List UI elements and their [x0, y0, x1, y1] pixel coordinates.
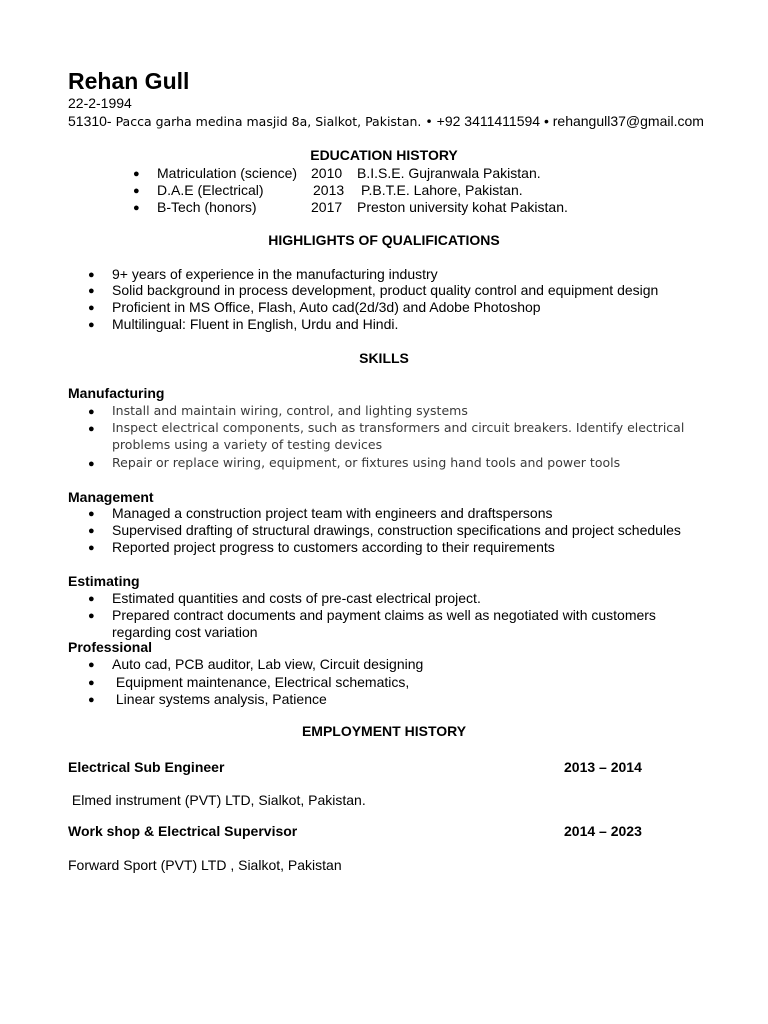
- job-company: Forward Sport (PVT) LTD , Sialkot, Pakistan: [68, 857, 342, 873]
- list-item-text: Repair or replace wiring, equipment, or fixtures using hand tools and power tools: [112, 455, 621, 470]
- list-item-text: Solid background in process development, product quality control and equipment design: [112, 282, 659, 298]
- education-row: [133, 165, 541, 181]
- list-item-text: Supervised drafting of structural drawings, construction specifications and project schedules: [112, 522, 681, 538]
- bullet-icon: ●: [88, 269, 95, 281]
- estimating-subheading: Estimating: [68, 573, 140, 589]
- list-item: [88, 656, 424, 672]
- list-item: [88, 420, 685, 436]
- education-degree: Matriculation (science): [157, 165, 298, 181]
- list-item: [88, 607, 656, 623]
- bullet-icon: ●: [88, 525, 95, 537]
- list-item: [88, 674, 410, 690]
- bullet-icon: ●: [88, 610, 95, 622]
- list-item: [88, 403, 468, 419]
- list-item: [88, 505, 553, 521]
- bullet-icon: ●: [88, 677, 95, 689]
- education-year: 2017: [311, 199, 343, 215]
- list-item-text: Inspect electrical components, such as transformers and circuit breakers. Identify electrical: [112, 420, 685, 435]
- bullet-icon: ●: [133, 168, 140, 180]
- bullet-icon: ●: [88, 659, 95, 671]
- list-item: [88, 455, 621, 471]
- address: Pacca garha medina masjid 8a, Sialkot, Pakistan. •: [111, 114, 433, 129]
- date-of-birth: 22-2-1994: [68, 95, 132, 111]
- list-item: [88, 522, 681, 538]
- list-item-text: problems using a variety of testing devices: [112, 437, 383, 452]
- education-board: Preston university kohat Pakistan.: [357, 199, 568, 215]
- job-years: 2013 – 2014: [564, 759, 642, 775]
- bullet-icon: ●: [88, 406, 95, 418]
- education-heading: EDUCATION HISTORY: [310, 147, 458, 163]
- highlights-heading: HIGHLIGHTS OF QUALIFICATIONS: [268, 232, 500, 248]
- education-row: [133, 182, 523, 198]
- list-item-text: Auto cad, PCB auditor, Lab view, Circuit designing: [112, 656, 424, 672]
- bullet-icon: ●: [88, 458, 95, 470]
- education-degree: B-Tech (honors): [157, 199, 257, 215]
- list-item: [88, 266, 438, 282]
- job-title: Electrical Sub Engineer: [68, 759, 225, 775]
- education-degree: D.A.E (Electrical): [157, 182, 264, 198]
- job-years: 2014 – 2023: [564, 823, 642, 839]
- phone-email: +92 3411411594 • rehangull37@gmail.com: [432, 113, 704, 129]
- list-item-text: 9+ years of experience in the manufacturing industry: [112, 266, 438, 282]
- postal-code: 51310-: [68, 113, 112, 129]
- education-board: B.I.S.E. Gujranwala Pakistan.: [357, 165, 541, 181]
- management-subheading: Management: [68, 489, 154, 505]
- education-year: 2010: [311, 165, 343, 181]
- education-board: P.B.T.E. Lahore, Pakistan.: [361, 182, 523, 198]
- list-item-text: Install and maintain wiring, control, and lighting systems: [112, 403, 468, 418]
- list-item: [88, 691, 327, 707]
- bullet-icon: ●: [133, 202, 140, 214]
- bullet-icon: ●: [88, 319, 95, 331]
- list-item: [88, 590, 481, 606]
- list-item-text: Equipment maintenance, Electrical schematics,: [112, 674, 410, 690]
- job-company: Elmed instrument (PVT) LTD, Sialkot, Pakistan.: [68, 792, 366, 808]
- education-row: [133, 199, 568, 215]
- professional-subheading: Professional: [68, 639, 153, 655]
- list-item: [88, 316, 399, 332]
- list-item: [88, 539, 555, 555]
- bullet-icon: ●: [88, 508, 95, 520]
- list-item-text: Proficient in MS Office, Flash, Auto cad(2d/3d) and Adobe Photoshop: [112, 299, 541, 315]
- list-item-text: Prepared contract documents and payment claims as well as negotiated with customers: [112, 607, 656, 623]
- bullet-icon: ●: [88, 593, 95, 605]
- bullet-icon: ●: [88, 285, 95, 297]
- list-item-text: Multilingual: Fluent in English, Urdu and Hindi.: [112, 316, 399, 332]
- employment-heading: EMPLOYMENT HISTORY: [301, 723, 467, 739]
- contact-line: [68, 113, 704, 129]
- list-item: [88, 282, 659, 298]
- bullet-icon: ●: [133, 185, 140, 197]
- manufacturing-subheading: Manufacturing: [68, 385, 165, 401]
- skills-heading: SKILLS: [359, 350, 409, 366]
- bullet-icon: ●: [88, 694, 95, 706]
- bullet-icon: ●: [88, 423, 95, 435]
- list-item-text: Reported project progress to customers according to their requirements: [112, 539, 555, 555]
- list-item: [88, 299, 541, 315]
- list-item-text: Linear systems analysis, Patience: [112, 691, 327, 707]
- bullet-icon: ●: [88, 542, 95, 554]
- education-year: 2013: [313, 182, 345, 198]
- candidate-name: Rehan Gull: [68, 68, 190, 94]
- list-item-text: Estimated quantities and costs of pre-cast electrical project.: [112, 590, 481, 606]
- list-item-text: Managed a construction project team with engineers and draftspersons: [112, 505, 553, 521]
- job-title: Work shop & Electrical Supervisor: [68, 823, 298, 839]
- bullet-icon: ●: [88, 302, 95, 314]
- list-item-text: regarding cost variation: [112, 624, 258, 640]
